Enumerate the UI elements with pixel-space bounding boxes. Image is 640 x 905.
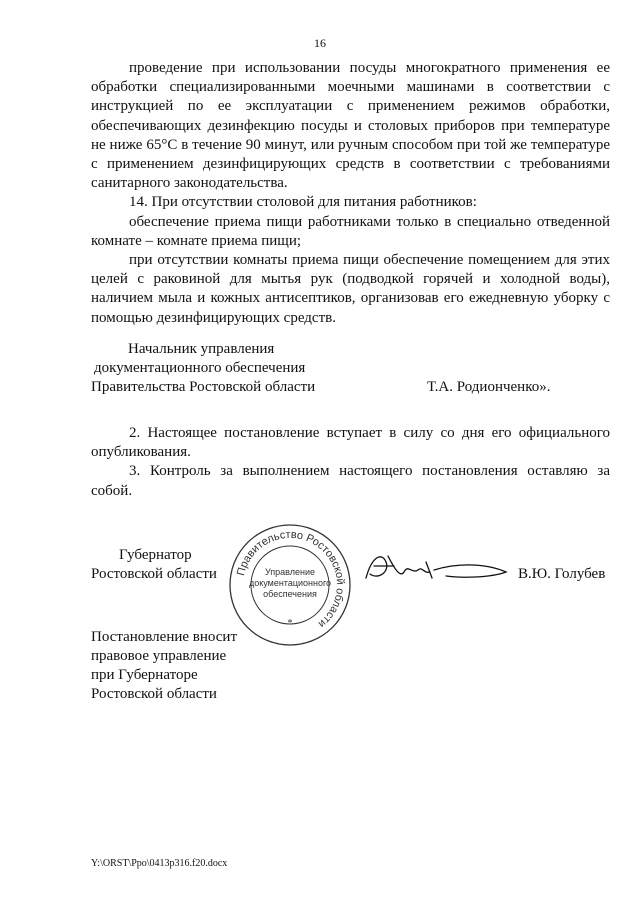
submitted-by-line2: правовое управление [91,648,227,664]
paragraph-item-14: 14. При отсутствии столовой для питания работников: [129,194,477,211]
head-title-line2: документационного обеспечения [94,360,306,376]
paragraph-no-eating-room: при отсутствии комнаты приема пищи обеспечение помещением для этих целей с раковиной для мытья рук (подводкой горячей и холодной воды), наличием мыла и кожных антисептиков, организовав его ежедневную уборку с помощью дезинфицирующих средств. [91,252,610,326]
governor-title-line2: Ростовской области [91,566,217,582]
paragraph-eating-room: обеспечение приема пищи работниками только в специально отведенной комнате – комнате приема пищи; [91,213,610,249]
handwritten-signature [360,548,510,588]
head-name: Т.А. Родионченко». [427,379,551,395]
stamp-ring-text: Правительство Ростовской области [234,528,347,630]
stamp-center-line1: Управление [264,567,316,577]
official-stamp [228,523,352,647]
page-number: 16 [314,36,326,50]
stamp-star-icon: * [287,618,293,629]
submitted-by-line3: при Губернаторе [91,667,198,683]
main-text [91,59,610,328]
governor-name: В.Ю. Голубев [518,566,606,582]
stamp-center-line2: документационного [248,578,332,588]
paragraph-effective-date: 2. Настоящее постановление вступает в силу со дня его официального опубликования. [91,425,610,461]
final-provisions [91,424,610,501]
submitted-by-line1: Постановление вносит [91,629,238,645]
stamp-center-line3: обеспечения [263,589,317,599]
paragraph-control: 3. Контроль за выполнением настоящего постановления оставляю за собой. [91,463,610,499]
paragraph-dishwashing: проведение при использовании посуды многократного применения ее обработки специализированными моечными машинами в соответствии с инструкцией по ее эксплуатации с применением режимов обработки, обеспечивающих дезинфекцию посуды и столовых приборов при температуре не ниже 65°С в течение 90 минут, или ручным способом при той же температуре с применением дезинфицирующих средств в соответствии с требованиями санитарного законодательства. [91,60,610,192]
head-title-line1: Начальник управления [128,341,275,357]
head-title-line3: Правительства Ростовской области [91,379,316,395]
footer-file-path: Y:\ORST\Ppo\0413p316.f20.docx [91,858,228,869]
submitted-by-line4: Ростовской области [91,686,217,702]
governor-title-line1: Губернатор [119,547,192,563]
